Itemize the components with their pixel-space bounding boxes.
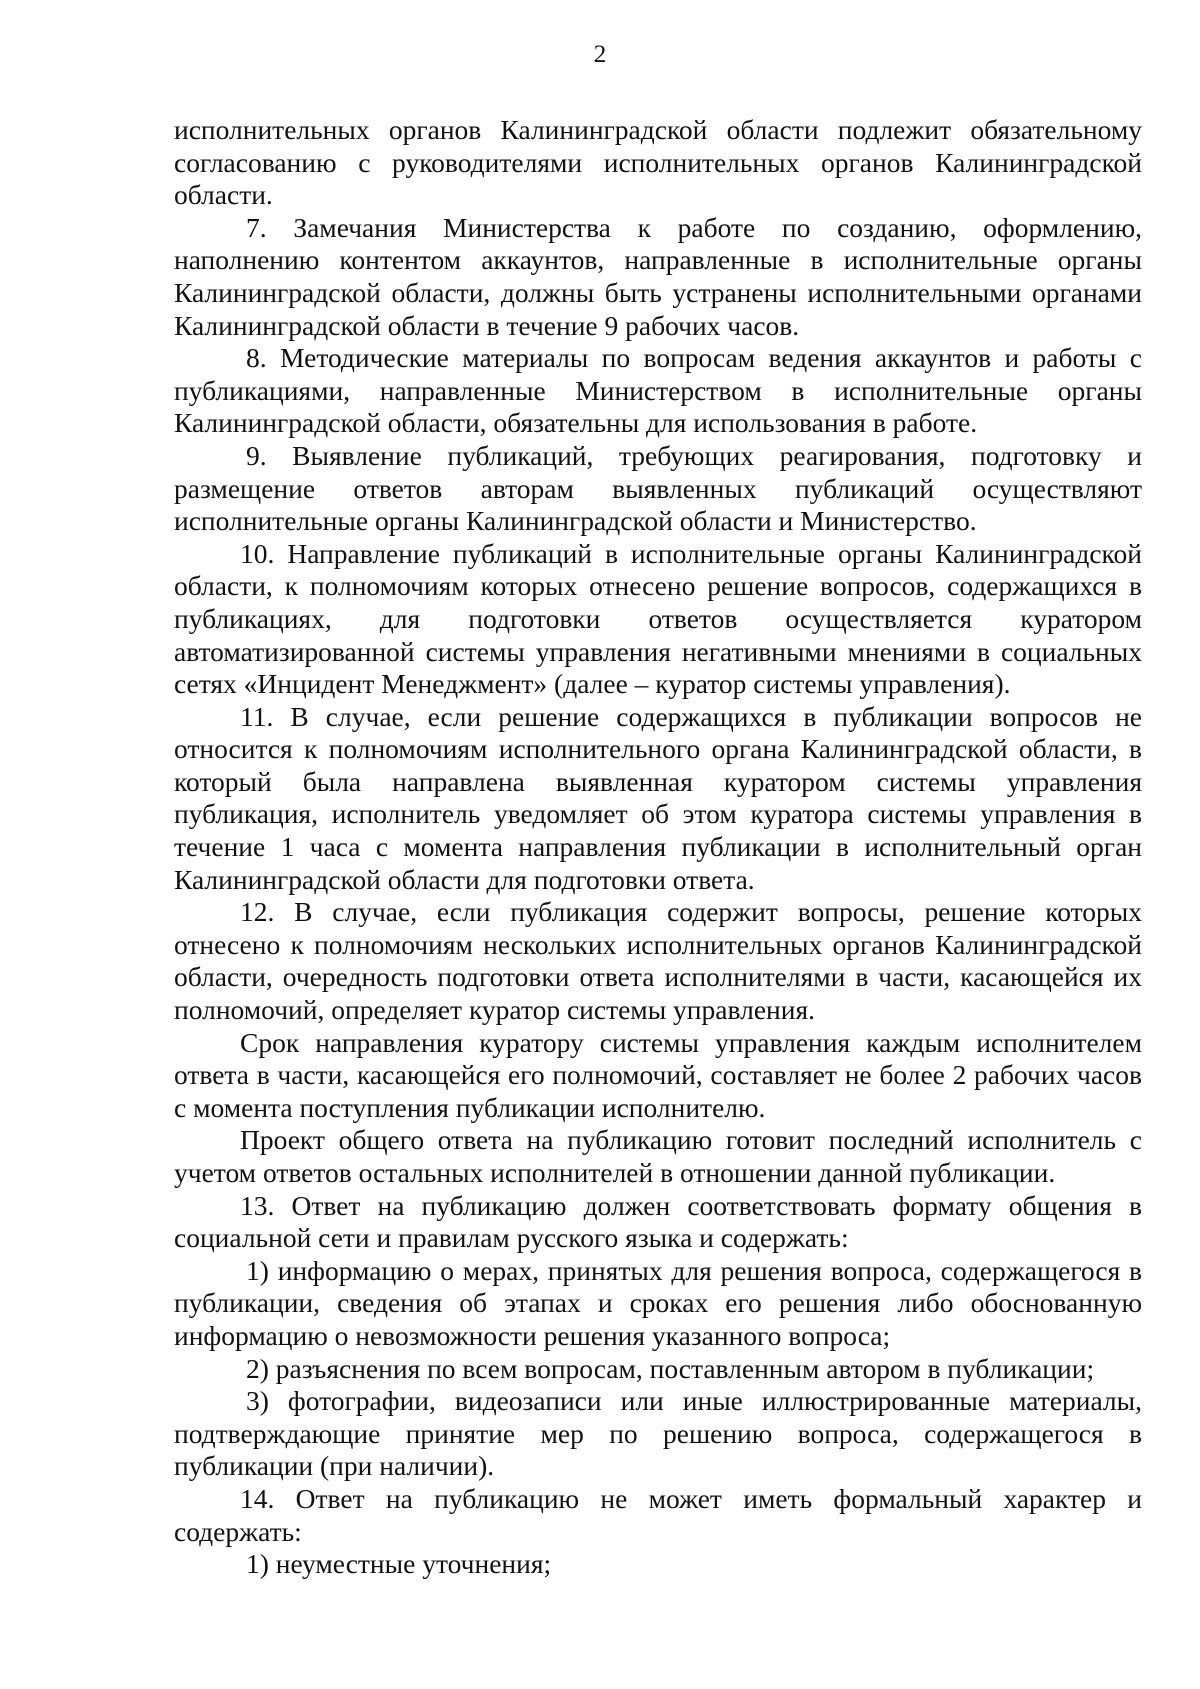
paragraph-deadline: Срок направления куратору системы управления каждым исполнителем ответа в части, касающейся его полномочий, составляет не более 2 рабочих часов с момента поступления публикации исполнителю. bbox=[174, 1026, 1142, 1123]
list-item-13-3: 3) фотографии, видеозаписи или иные иллюстрированные материалы, подтверждающие принятие мер по решению вопроса, содержащегося в публикации (при наличии). bbox=[174, 1385, 1142, 1482]
page-number: 2 bbox=[593, 41, 607, 68]
paragraph-item-10: 10. Направление публикаций в исполнительные органы Калининградской области, к полномочиям которых отнесено решение вопросов, содержащихся в публикациях, для подготовки ответов осуществляется куратором автоматизированной системы управления негативными мнениями в социальных сетях «Инцидент Менеджмент» (далее – куратор системы управления). bbox=[174, 537, 1142, 700]
paragraph-item-8: 8. Методические материалы по вопросам ведения аккаунтов и работы с публикациями, направленные Министерством в исполнительные органы Калининградской области, обязательны для использования в работе. bbox=[174, 342, 1142, 439]
document-body bbox=[174, 114, 1142, 1581]
paragraph-item-13: 13. Ответ на публикацию должен соответствовать формату общения в социальной сети и правилам русского языка и содержать: bbox=[174, 1189, 1142, 1254]
paragraph-item-7: 7. Замечания Министерства к работе по созданию, оформлению, наполнению контентом аккаунтов, направленные в исполнительные органы Калининградской области, должны быть устранены исполнительными органами Калининградской области в течение 9 рабочих часов. bbox=[174, 211, 1142, 341]
list-item-13-1: 1) информацию о мерах, принятых для решения вопроса, содержащегося в публикации, сведения об этапах и сроках его решения либо обоснованную информацию о невозможности решения указанного вопроса; bbox=[174, 1254, 1142, 1351]
list-item-13-2: 2) разъяснения по всем вопросам, поставленным автором в публикации; bbox=[246, 1352, 1095, 1384]
paragraph-item-12: 12. В случае, если публикация содержит вопросы, решение которых отнесено к полномочиям нескольких исполнительных органов Калининградской области, очередность подготовки ответа исполнителями в части, касающейся их полномочий, определяет куратор системы управления. bbox=[174, 896, 1142, 1026]
paragraph-item-9: 9. Выявление публикаций, требующих реагирования, подготовку и размещение ответов авторам выявленных публикаций осуществляют исполнительные органы Калининградской области и Министерство. bbox=[174, 439, 1142, 537]
paragraph-draft-answer: Проект общего ответа на публикацию готовит последний исполнитель с учетом ответов остальных исполнителей в отношении данной публикации. bbox=[174, 1124, 1142, 1188]
paragraph-item-14: 14. Ответ на публикацию не может иметь формальный характер и содержать: bbox=[174, 1482, 1142, 1547]
paragraph-item-11: 11. В случае, если решение содержащихся в публикации вопросов не относится к полномочиям исполнительного органа Калининградской области, в который была направлена выявленная куратором системы управления публикация, исполнитель уведомляет об этом куратора системы управления в течение 1 часа с момента направления публикации в исполнительный орган Калининградской области для подготовки ответа. bbox=[174, 700, 1142, 895]
list-item-14-1: 1) неуместные уточнения; bbox=[246, 1548, 552, 1580]
paragraph-continuation: исполнительных органов Калининградской области подлежит обязательному согласованию с руководителями исполнительных органов Калининградской области. bbox=[174, 114, 1142, 211]
